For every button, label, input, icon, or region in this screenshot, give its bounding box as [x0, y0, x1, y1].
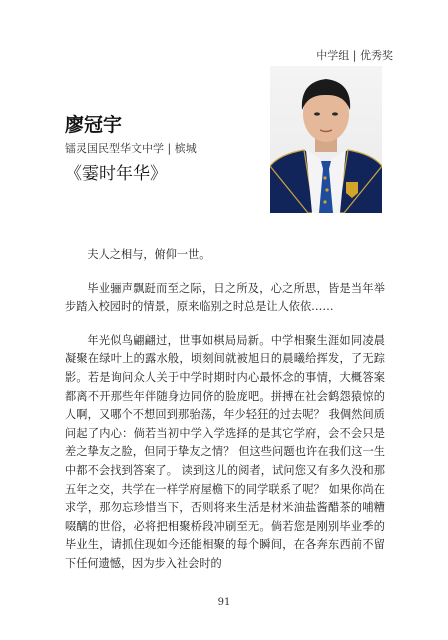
portrait-illustration — [270, 66, 382, 213]
paragraph: 夫人之相与，俯仰一世。 — [87, 248, 211, 261]
author-name: 廖冠宇 — [65, 114, 123, 136]
category-label: 中学组 | 优秀奖 — [316, 49, 393, 62]
article-title: 《霎时年华》 — [65, 164, 167, 184]
paragraph: 毕业骊声飘跹而至之际，日之所及，心之所思，皆是当年举步踏入校园时的情景，原来临别之时总是让人依依…… — [65, 281, 385, 314]
article-body — [65, 246, 385, 589]
paragraph: 年光似鸟翩翩过，世事如棋局局新。中学相聚生涯如同凌晨凝聚在绿叶上的露水般，顷刻间就被旭日的晨曦给挥发，了无踪影。若是询问众人关于中学时期时内心最怀念的事情，大概答案都离不开那些年伴随身边同侪的脸庞吧。拼搏在社会鹤怨猿惊的人啊，又哪个不想回到那骀荡，年少轻狂的过去呢？ 我倜然间质问起了内心：倘若当初中学入学选择的是其它学府，会不会只是差之挚友之脸，但同于挚友之情？ 但这些问题也许在我们这一生中都不会找到答案了。 读到这儿的阅者，试问您又有多久没和那五年之交，共学在一样学府屋檐下的同学联系了呢？ 如果你尚在求学，那勿忘珍惜当下，否则将来生活是材米油盐酱醋茶的哺糟啜醨的世俗，必将把相聚桥段冲刷至无。倘若您是刚别毕业季的毕业生，请抓住现如今还能相聚的每个瞬间，在各奔东西前不留下任何遗憾，因为步入社会时的 — [65, 333, 385, 570]
page-number: 91 — [217, 597, 231, 608]
school-label: 镭灵国民型华文中学 | 槟城 — [65, 142, 197, 155]
author-photo — [270, 66, 382, 213]
